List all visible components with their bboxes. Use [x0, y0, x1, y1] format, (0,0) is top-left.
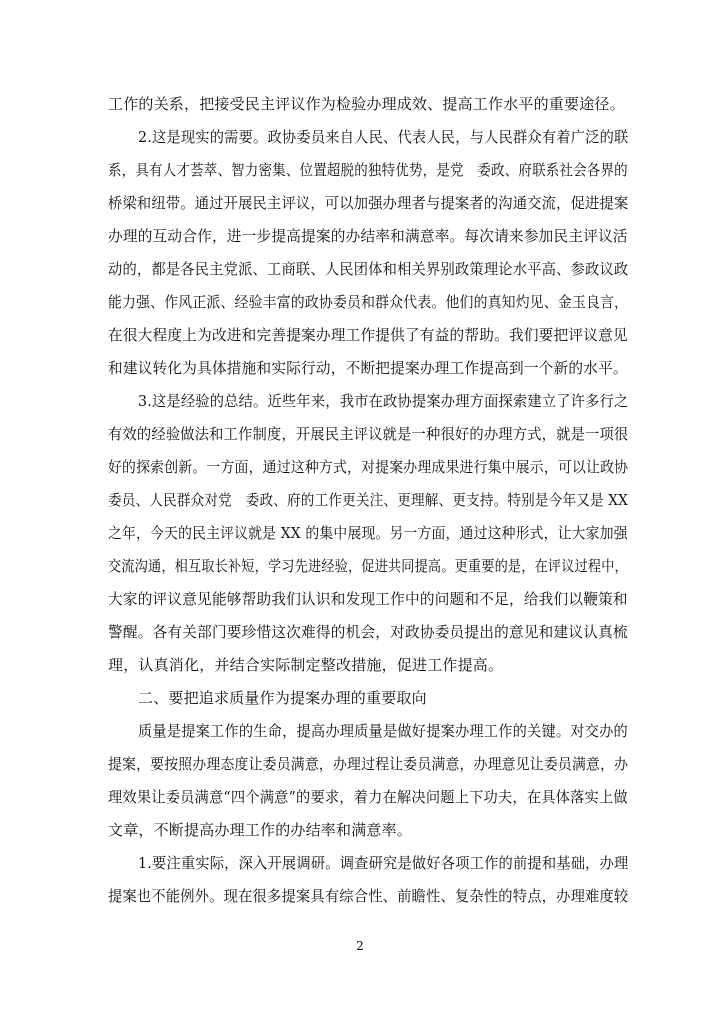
text-line: 桥梁和纽带。通过开展民主评议，可以加强办理者与提案者的沟通交流，促进提案: [108, 194, 629, 212]
text-line: 工作的关系，把接受民主评议作为检验办理成效、提高工作水平的重要途径。: [108, 95, 625, 113]
text-line: 办理的互动合作，进一步提高提案的办结率和满意率。每次请来参加民主评议活: [108, 227, 628, 245]
page-number: 2: [356, 939, 364, 953]
text-line: 之年，今天的民主评议就是 XX 的集中展现。另一方面，通过这种形式，让大家加强: [108, 524, 628, 542]
text-line: 理效果让委员满意“四个满意”的要求，着力在解决问题上下功夫，在具体落实上做: [108, 788, 628, 806]
text-line: 警醒。各有关部门要珍惜这次难得的机会，对政协委员提出的意见和建议认真梳: [108, 623, 628, 641]
text-line: 质量是提案工作的生命，提高办理质量是做好提案办理工作的关键。对交办的: [138, 722, 628, 740]
text-line: 提案，要按照办理态度让委员满意，办理过程让委员满意，办理意见让委员满意，办: [108, 755, 629, 773]
text-line: 交流沟通，相互取长补短，学习先进经验，促进共同提高。更重要的是，在评议过程中，: [108, 557, 628, 575]
text-line: 在很大程度上为改进和完善提案办理工作提供了有益的帮助。我们要把评议意见: [108, 326, 628, 344]
text-line: 好的探索创新。一方面，通过这种方式，对提案办理成果进行集中展示，可以让政协: [108, 458, 629, 476]
text-line: 1.要注重实际，深入开展调研。调查研究是做好各项工作的前提和基础，办理: [138, 854, 629, 872]
text-line: 和建议转化为具体措施和实际行动，不断把提案办理工作提高到一个新的水平。: [108, 359, 628, 377]
text-line: 2.这是现实的需要。政协委员来自人民、代表人民，与人民群众有着广泛的联: [138, 128, 629, 146]
section-heading: 二、要把追求质量作为提案办理的重要取向: [138, 689, 427, 707]
text-line: 能力强、作风正派、经验丰富的政协委员和群众代表。他们的真知灼见、金玉良言，: [108, 293, 629, 311]
text-line: 3.这是经验的总结。近些年来，我市在政协提案办理方面探索建立了许多行之: [138, 392, 629, 410]
text-line: 系，具有人才荟萃、智力密集、位置超脱的独特优势，是党 委政、府联系社会各界的: [108, 161, 628, 179]
text-line: 理，认真消化，并结合实际制定整改措施，促进工作提高。: [108, 656, 504, 674]
text-line: 文章，不断提高办理工作的办结率和满意率。: [108, 821, 413, 839]
text-line: 委员、人民群众对党 委政、府的工作更关注、更理解、更支持。特别是今年又是 XX: [108, 491, 628, 509]
text-line: 动的，都是各民主党派、工商联、人民团体和相关界别政策理论水平高、参政议政: [108, 260, 629, 278]
text-line: 有效的经验做法和工作制度，开展民主评议就是一种很好的办理方式，就是一项很: [108, 425, 629, 443]
text-line: 提案也不能例外。现在很多提案具有综合性、前瞻性、复杂性的特点，办理难度较: [108, 887, 629, 905]
text-line: 大家的评议意见能够帮助我们认识和发现工作中的问题和不足，给我们以鞭策和: [108, 590, 628, 608]
